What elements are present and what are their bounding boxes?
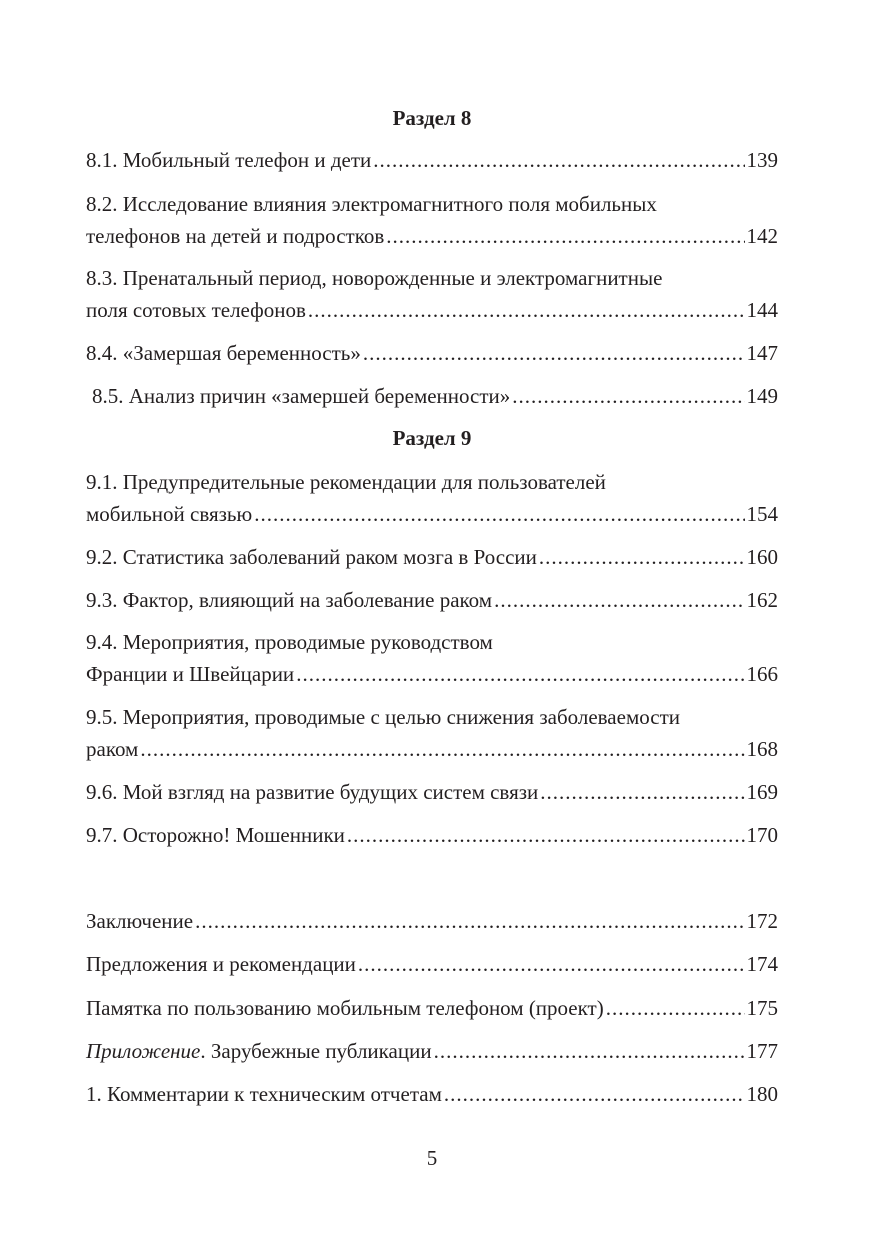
dot-leader [296,658,744,690]
toc-entry-title: 1. Комментарии к техническим отчетам [86,1082,442,1106]
page-number: 5 [426,1146,438,1170]
toc-entry-title: 8.1. Мобильный телефон и дети [86,148,372,172]
toc-entry-title: 9.3. Фактор, влияющий на заболевание раком [86,588,493,612]
toc-entry-8-5 [86,380,778,412]
toc-entry-title: 8.5. Анализ причин «замершей беременности» [92,384,511,408]
toc-entry-title: телефонов на детей и подростков [86,224,385,248]
dot-leader [434,1035,745,1067]
toc-entry-page: 170 [746,823,778,847]
dot-leader [539,541,745,573]
dot-leader [254,498,744,530]
toc-entry-title: Памятка по пользованию мобильным телефоном (проект) [86,996,604,1020]
toc-entry-8-3 [86,262,778,326]
toc-entry-9-2 [86,541,778,573]
dot-leader [308,294,745,326]
dot-leader [494,584,744,616]
toc-entry-8-4 [86,337,778,369]
toc-entry-comments [86,1078,778,1110]
appendix-title: . Зарубежные публикации [200,1039,432,1063]
toc-entry-page: 168 [746,737,778,761]
toc-entry-title: мобильной связью [86,502,253,526]
toc-entry-title: Франции и Швейцарии [86,662,295,686]
toc-entry-page: 142 [746,224,778,248]
appendix-label: Приложение [86,1039,201,1063]
toc-entry-title: 8.4. «Замершая беременность» [86,341,361,365]
toc-entry-conclusion [86,905,778,937]
toc-entry-title [86,1035,432,1067]
dot-leader [386,220,744,252]
toc-entry-title: раком [86,737,139,761]
toc-entry-8-2 [86,188,778,252]
toc-entry-page: 160 [746,545,778,569]
toc-entry-page: 154 [746,502,778,526]
toc-entry-9-3 [86,584,778,616]
dot-leader [347,819,745,851]
toc-entry-page: 166 [746,662,778,686]
toc-entry-title: 9.6. Мой взгляд на развитие будущих систем связи [86,780,539,804]
toc-entry-proposals [86,948,778,980]
toc-entry-title-line1: 9.5. Мероприятия, проводимые с целью снижения заболеваемости [86,705,680,729]
toc-entry-page: 174 [746,952,778,976]
dot-leader [373,144,744,176]
toc-entry-title: 9.2. Статистика заболеваний раком мозга в России [86,545,537,569]
toc-entry-title-line1: 9.4. Мероприятия, проводимые руководством [86,630,493,654]
toc-entry-title-line1: 9.1. Предупредительные рекомендации для пользователей [86,470,606,494]
dot-leader [140,733,744,765]
toc-entry-memo [86,992,778,1024]
toc-entry-page: 139 [746,148,778,172]
toc-entry-title: 9.7. Осторожно! Мошенники [86,823,345,847]
toc-entry-8-1 [86,144,778,176]
toc-entry-9-7 [86,819,778,851]
dot-leader [195,905,744,937]
section-9-heading: Раздел 9 [392,426,472,450]
toc-entry-page: 147 [746,341,778,365]
dot-leader [540,776,744,808]
dot-leader [358,948,745,980]
dot-leader [363,337,745,369]
toc-entry-9-6 [86,776,778,808]
toc-entry-9-4 [86,626,778,690]
toc-entry-page: 177 [746,1039,778,1063]
toc-entry-title-line1: 8.2. Исследование влияния электромагнитного поля мобильных [86,192,657,216]
toc-entry-appendix [86,1035,778,1067]
toc-entry-page: 162 [746,588,778,612]
dot-leader [606,992,745,1024]
dot-leader [512,380,744,412]
toc-entry-page: 144 [746,298,778,322]
toc-entry-title-line1: 8.3. Пренатальный период, новорожденные и электромагнитные [86,266,663,290]
section-8-heading: Раздел 8 [392,106,472,130]
toc-entry-title: Заключение [86,909,194,933]
toc-page [86,0,778,1240]
dot-leader [444,1078,745,1110]
toc-entry-page: 180 [746,1082,778,1106]
toc-entry-page: 169 [746,780,778,804]
toc-entry-9-5 [86,701,778,765]
toc-entry-title: поля сотовых телефонов [86,298,306,322]
toc-entry-page: 172 [746,909,778,933]
toc-entry-page: 175 [746,996,778,1020]
toc-entry-title: Предложения и рекомендации [86,952,356,976]
toc-entry-page: 149 [746,384,778,408]
toc-entry-9-1 [86,466,778,530]
